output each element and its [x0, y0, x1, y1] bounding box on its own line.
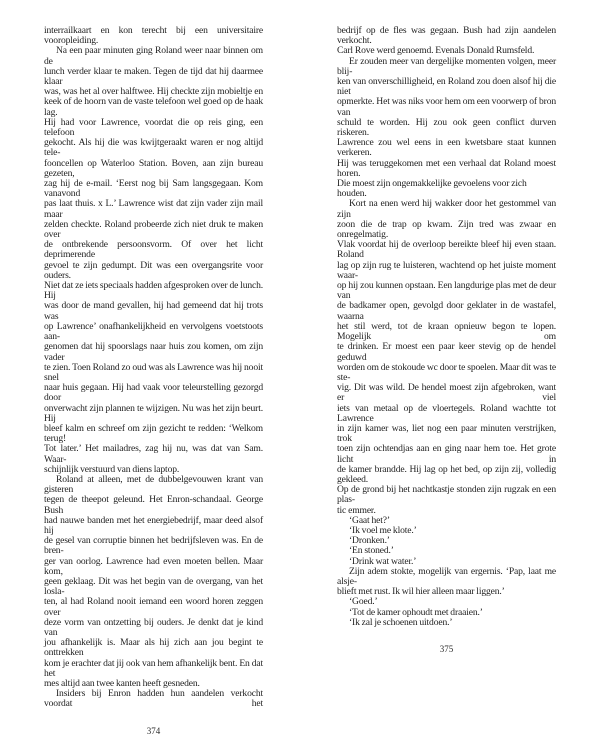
text-line: te drinken. Er moest een paar keer stevig op de hendel geduwd [337, 341, 556, 363]
text-line: onverwacht zijn plannen te wijzigen. Nu was het zijn beurt. Hij [44, 402, 263, 424]
text-line: pas laat thuis. x L.’ Lawrence wist dat zijn vader zijn mail maar [44, 198, 263, 220]
text-line: lag op zijn rug te luisteren, wachtend op het juiste moment waar- [337, 259, 556, 281]
text-line: kom je erachter dat jij ook van hem afhankelijk bent. En dat het [44, 657, 263, 679]
text-line: vig. Dit was wild. De hendel moest zijn afgebroken, want er viel [337, 382, 556, 404]
text-line: fooncellen op Waterloo Station. Boven, aan zijn bureau gezeten, [44, 157, 263, 179]
right-page-body [337, 26, 556, 628]
text-line: zelden checkte. Roland probeerde zich niet druk te maken over [44, 218, 263, 241]
text-line: tic emmer. [337, 504, 376, 516]
text-line: geen geklaag. Dit was het begin van de overgang, van het losla- [44, 575, 263, 598]
text-line: was door de mand gevallen, hij had gemeend dat hij trots was [44, 300, 263, 322]
text-line: ger van oorlog. Lawrence had even moeten bellen. Maar kom, [44, 555, 263, 577]
text-line: ‘Tot de kamer ophoudt met draaien.’ [349, 606, 483, 618]
text-line: Na een paar minuten ging Roland weer naar binnen om de [44, 45, 263, 67]
text-line: bleef kalm en schreef om zijn gezicht te redden: ‘Welkom terug! [44, 422, 263, 445]
text-line: tegen de theepot geleund. Het Enron-schandaal. George Bush [44, 494, 263, 516]
text-line: iets van metaal op de vloertegels. Roland wachtte tot Lawrence [337, 402, 556, 424]
text-line: blieft met rust. Ik wil hier alleen maar liggen.’ [337, 586, 505, 598]
text-line: te zien. Toen Roland zo oud was als Lawrence was hij nooit snel [44, 361, 263, 383]
text-line: Insiders bij Enron hadden hun aandelen verkocht voordat het [44, 688, 263, 710]
text-line: gevoel te zijn gedumpt. Dit was een overgangsrite voor ouders. [44, 259, 263, 281]
text-line: Er zouden meer van dergelijke momenten volgen, meer blij- [337, 55, 556, 77]
text-line: worden om de stokoude wc door te spoelen. Maar dit was te ste- [337, 361, 556, 383]
text-line: schijnlijk verstuurd van diens laptop. [44, 463, 180, 475]
text-line: ‘Drink wat water.’ [349, 555, 417, 567]
text-line: op Lawrence’ onafhankelijkheid en vervolgens voetstoots aan- [44, 320, 263, 343]
text-line: ‘Dronken.’ [349, 535, 390, 547]
text-line: Niet dat ze iets speciaals hadden afgesproken over de lunch. Hij [44, 280, 263, 302]
text-line: het stil werd, tot de kraan opnieuw begon te lopen. Mogelijk om [337, 320, 556, 343]
text-line: toen zijn ochtendjas aan en ging naar hem toe. Het grote licht in [337, 443, 556, 465]
text-line: schuld te worden. Hij zou ook geen conflict durven riskeren. [337, 116, 556, 139]
text-line: ‘En stoned.’ [349, 545, 394, 557]
text-line: keek of de hoorn van de vaste telefoon wel goed op de haak lag. [44, 96, 263, 118]
text-line: naar huis gegaan. Hij had vaak voor teleurstelling gezorgd door [44, 382, 263, 404]
text-line: de kamer brandde. Hij lag op het bed, op zijn zij, volledig gekleed. [337, 463, 556, 485]
text-line: opmerkte. Het was niks voor hem om een voorwerp of bron van [337, 96, 556, 118]
left-page-number: 374 [146, 725, 161, 736]
text-line: ‘Goed.’ [349, 596, 378, 608]
text-line: Die moest zijn ongemakkelijke gevoelens voor zich houden. [337, 178, 527, 200]
text-line: ken van onverschilligheid, en Roland zou doen alsof hij die niet [337, 76, 556, 98]
text-line: de ontbrekende persoonsvorm. Of over het licht deprimerende [44, 239, 263, 261]
text-line: deze vorm van ontzetting bij ouders. Je denkt dat je kind van [44, 616, 263, 638]
text-line: ‘Ik voel me klote.’ [349, 524, 417, 536]
text-line: ‘Ik zal je schoenen uitdoen.’ [349, 616, 453, 628]
left-page-body [44, 26, 263, 710]
text-line: jou afhankelijk is. Maar als hij zich aan jou begint te onttrekken [44, 637, 263, 659]
text-line: had nauwe banden met het energiebedrijf, maar deed alsof hij [44, 514, 263, 536]
text-line: Hij was teruggekomen met een verhaal dat Roland moest horen. [337, 157, 556, 179]
text-line: Zijn adem stokte, mogelijk van ergernis. ‘Pap, laat me alsje- [337, 565, 556, 587]
text-line: Roland at alleen, met de dubbelgevouwen krant van gisteren [44, 473, 263, 496]
text-line: de gesel van corruptie binnen het bedrijfsleven was. En de bren- [44, 535, 263, 557]
text-line: interrailkaart en kon terecht bij een universitaire vooropleiding. [44, 25, 263, 47]
text-line: mes altijd aan twee kanten heeft gesneden. [44, 678, 200, 689]
text-line: ‘Gaat het?’ [349, 514, 390, 526]
text-line: genomen dat hij spoorslags naar huis zou komen, om zijn vader [44, 341, 263, 363]
text-line: Carl Rove werd genoemd. Evenals Donald Rumsfeld. [337, 45, 535, 57]
text-line: op hij zou kunnen opstaan. Een langdurige plas met de deur van [337, 280, 556, 302]
text-line: zoon die de trap op kwam. Zijn tred was zwaar en onregelmatig. [337, 218, 556, 241]
text-line: lunch verder klaar te maken. Tegen de tijd dat hij daarmee klaar [44, 65, 263, 88]
text-line: Tot later.’ Het mailadres, zag hij nu, was dat van Sam. Waar- [44, 443, 263, 465]
text-line: Hij had voor Lawrence, voordat die op reis ging, een telefoon [44, 116, 263, 139]
text-line: Kort na enen werd hij wakker door het gestommel van zijn [337, 198, 556, 220]
right-page [300, 0, 600, 746]
text-line: bedrijf op de fles was gegaan. Bush had zijn aandelen verkocht. [337, 25, 556, 47]
text-line: in zijn kamer was, liet nog een paar minuten verstrijken, trok [337, 422, 556, 445]
right-page-number: 375 [439, 643, 454, 654]
text-line: was, was het al over halftwee. Hij checkte zijn mobieltje en [44, 86, 263, 98]
text-line: Vlak voordat hij de overloop bereikte bleef hij even staan. Roland [337, 239, 556, 261]
text-line: Op de grond bij het nachtkastje stonden zijn rugzak en een plas- [337, 484, 556, 506]
text-line: zag hij de e-mail. ‘Eerst nog bij Sam langsgegaan. Kom vanavond [44, 178, 263, 200]
text-line: Lawrence zou wel eens in een kwetsbare staat kunnen verkeren. [337, 137, 556, 159]
text-line: ten, al had Roland nooit iemand een woord horen zeggen over [44, 596, 263, 618]
text-line: gekocht. Als hij die was kwijtgeraakt waren er nog altijd tele- [44, 137, 263, 159]
text-line: de badkamer open, gevolgd door geklater in de wastafel, waarna [337, 300, 556, 322]
